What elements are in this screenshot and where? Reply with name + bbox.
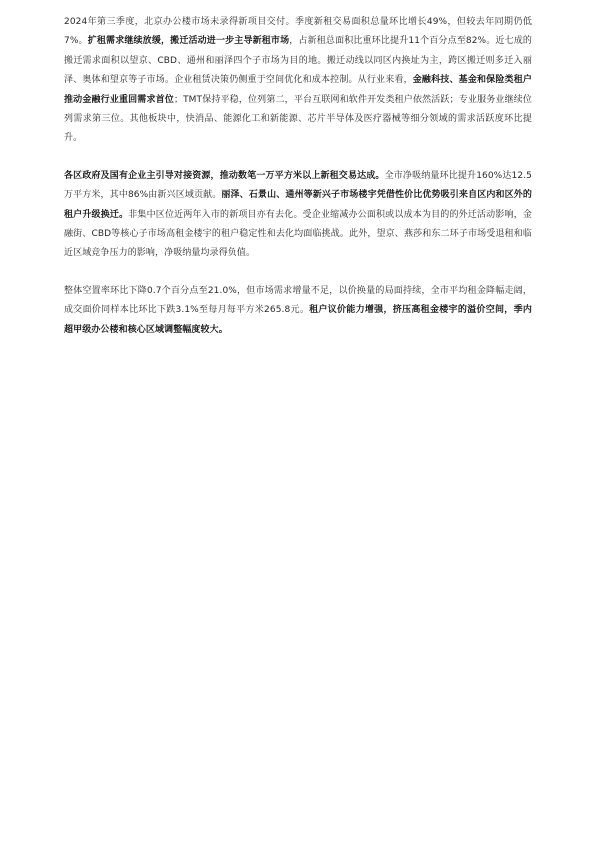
paragraph-market-overview — [64, 13, 532, 149]
bold-text-run: 金融科技、基金和保险类租户推动金融行业重回需求首位 — [64, 75, 532, 105]
text-run: ，占新租总面积比重环比提升11个百分点至82%。近七成的搬迁需求面积以望京、CBD、通州和丽泽四个子市场为目的地。搬迁动线以同区内换址为主，跨区搬迁则多迁入丽泽、奥体和望京等子市场。企业租赁决策仍侧重于空间优化和成本控制。从行业来看， — [64, 36, 532, 86]
article-body — [64, 13, 532, 358]
text-run: ；TMT保持平稳，位列第二，平台互联网和软件开发类租户依然活跃；专业服务业继续位列需求第三位。其他板块中，快消品、能源化工和新能源、芯片半导体及医疗器械等细分领域的需求活跃度环比提升。 — [64, 94, 533, 144]
text-run: 非集中区位近两年入市的新项目亦有去化。受企业缩减办公面积或以成本为目的的外迁活动影响，金融街、CBD等核心子市场高租金楼宇的租户稳定性和去化均面临挑战。此外，望京、燕莎和东二环子市场受退租和临近区域竞争压力的影响，净吸纳量均录得负值。 — [64, 209, 532, 259]
paragraph-net-absorption — [64, 167, 532, 264]
bold-text-run: 扩租需求继续放缓，搬迁活动进一步主导新租市场 — [87, 36, 290, 47]
text-run: 全市净吸纳量环比提升160%达12.5万平方米，其中86%由新兴区域贡献。 — [64, 170, 532, 201]
bold-text-run: 各区政府及国有企业主引导对接资源，推动数笔一万平方米以上新租交易达成。 — [64, 170, 385, 181]
text-run: 整体空置率环比下降0.7个百分点至21.0%，但市场需求增量不足，以价换量的局面持续，全市平均租金降幅走阔，成交面价同样本比环比下跌3.1%至每月每平方米265.8元。 — [64, 285, 532, 316]
paragraph-vacancy-rent — [64, 282, 532, 340]
bold-text-run: 租户议价能力增强，挤压高租金楼宇的溢价空间，季内超甲级办公楼和核心区域调整幅度较大。 — [64, 305, 532, 335]
text-run: 2024年第三季度，北京办公楼市场未录得新项目交付。季度新租交易面积总量环比增长49%，但较去年同期仍低7%。 — [64, 17, 532, 47]
bold-text-run: 丽泽、石景山、通州等新兴子市场楼宇凭借性价比优势吸引来自区内和区外的租户升级换迁。 — [64, 190, 532, 220]
